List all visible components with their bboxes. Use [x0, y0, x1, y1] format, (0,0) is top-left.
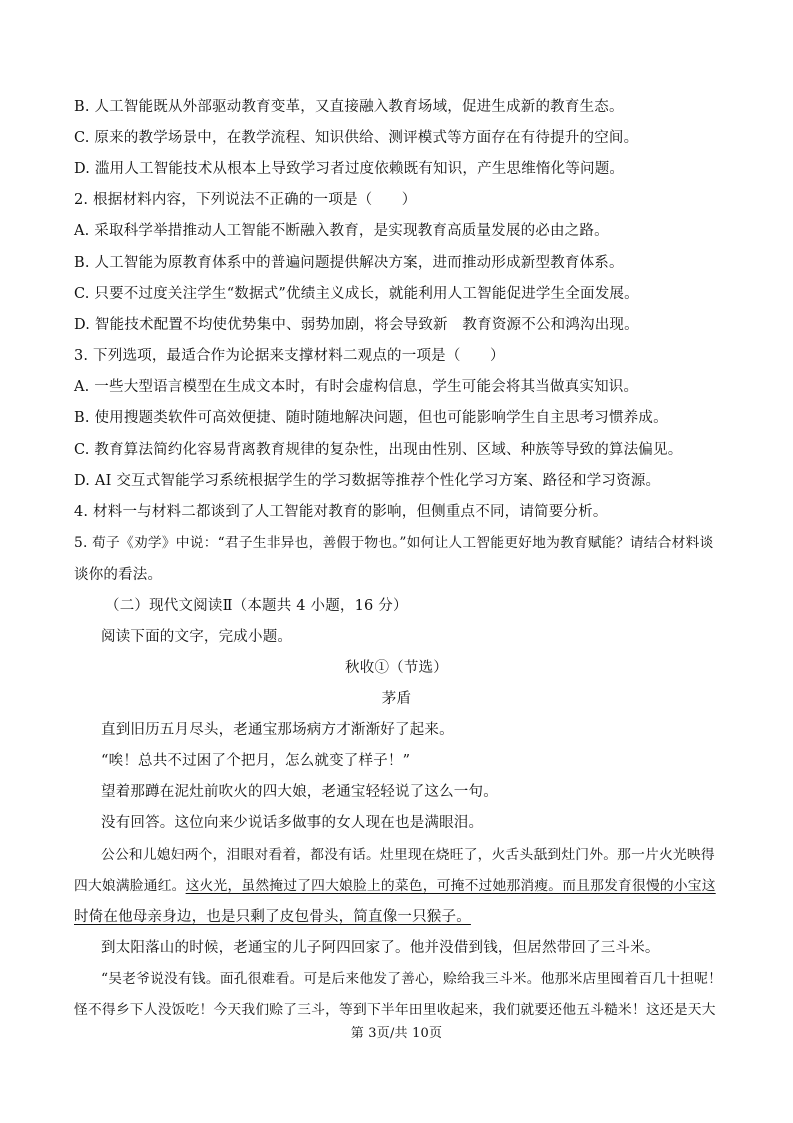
q2-option-d: D. 智能技术配置不均使优势集中、弱势加剧，将会导致新 教育资源不公和鸿沟出现。	[74, 317, 639, 333]
q4-text: 4. 材料一与材料二都谈到了人工智能对教育的影响，但侧重点不同，请简要分析。	[74, 504, 608, 520]
paragraph-5-line-3	[74, 907, 471, 927]
q2-option-a: A. 采取科学举措推动人工智能不断融入教育，是实现教育高质量发展的必由之路。	[74, 223, 609, 239]
author: 茅盾	[381, 691, 412, 707]
q2-option-c: C. 只要不过度关注学生“数据式”优绩主义成长，就能利用人工智能促进学生全面发展。	[74, 286, 639, 302]
instruction: 阅读下面的文字，完成小题。	[101, 629, 293, 645]
q2-stem: 2. 根据材料内容，下列说法不正确的一项是（ ）	[74, 192, 417, 208]
paragraph-5-plain-text: 四大娘满脸通红。	[74, 878, 186, 894]
q3-stem: 3. 下列选项，最适合作为论据来支撑材料二观点的一项是（ ）	[74, 348, 505, 364]
paragraph-2: “唉！总共不过困了个把月，怎么就变了样子！”	[101, 753, 411, 769]
underlined-passage-end: 时倚在他母亲身边，也是只剩了皮包骨头，简直像一只猴子。	[74, 909, 471, 925]
underlined-passage: 这火光，虽然掩过了四大娘脸上的菜色，可掩不过她那消瘦。而且那发育很慢的小宝这	[185, 878, 716, 894]
paragraph-7-line-1: “吴老爷说没有钱。面孔很难看。可是后来他发了善心，赊给我三斗米。他那米店里囤着百几十担呢！	[101, 971, 723, 987]
q1-option-d: D. 滥用人工智能技术从根本上导致学习者过度依赖既有知识，产生思维惰化等问题。	[74, 161, 625, 177]
paragraph-3: 望着那蹲在泥灶前吹火的四大娘，老通宝轻轻说了这么一句。	[101, 784, 498, 800]
paragraph-6: 到太阳落山的时候，老通宝的儿子阿四回家了。他并没借到钱，但居然带回了三斗米。	[101, 940, 660, 956]
story-title: 秋收①（节选）	[345, 660, 448, 676]
q3-option-a: A. 一些大型语言模型在生成文本时，有时会虚构信息，学生可能会将其当做真实知识。	[74, 379, 639, 395]
paragraph-5-line-2	[74, 876, 716, 896]
q3-option-d: D. AI 交互式智能学习系统根据学生的学习数据等推荐个性化学习方案、路径和学习资源。	[74, 473, 661, 489]
paragraph-7-line-2: 怪不得乡下人没饭吃！今天我们赊了三斗，等到下半年田里收起来，我们就要还他五斗糙米！这还是天大	[74, 1002, 716, 1018]
q5-line-1: 5. 荀子《劝学》中说：“君子生非异也，善假于物也。”如何让人工智能更好地为教育赋能？请结合材料谈	[74, 535, 714, 551]
paragraph-4: 没有回答。这位向来少说话多做事的女人现在也是满眼泪。	[101, 815, 484, 831]
q1-option-c: C. 原来的教学场景中，在教学流程、知识供给、测评模式等方面存在有待提升的空间。	[74, 130, 639, 146]
page-footer: 第 3页/共 10页	[350, 1026, 443, 1041]
paragraph-1: 直到旧历五月尽头，老通宝那场病方才渐渐好了起来。	[101, 722, 454, 738]
paragraph-5-line-1: 公公和儿媳妇两个，泪眼对看着，都没有话。灶里现在烧旺了，火舌头舐到灶门外。那一片火光映得	[101, 847, 715, 863]
q5-line-2: 谈你的看法。	[74, 567, 163, 583]
q3-option-b: B. 使用搜题类软件可高效便捷、随时随地解决问题，但也可能影响学生自主思考习惯养成。	[74, 410, 668, 426]
q1-option-b: B. 人工智能既从外部驱动教育变革，又直接融入教育场域，促进生成新的教育生态。	[74, 99, 624, 115]
q2-option-b: B. 人工智能为原教育体系中的普遍问题提供解决方案，进而推动形成新型教育体系。	[74, 255, 624, 271]
q3-option-c: C. 教育算法简约化容易背离教育规律的复杂性，出现由性别、区域、种族等导致的算法偏见。	[74, 442, 683, 458]
section-heading: （二）现代文阅读Ⅱ（本题共 4 小题，16 分）	[105, 598, 408, 614]
